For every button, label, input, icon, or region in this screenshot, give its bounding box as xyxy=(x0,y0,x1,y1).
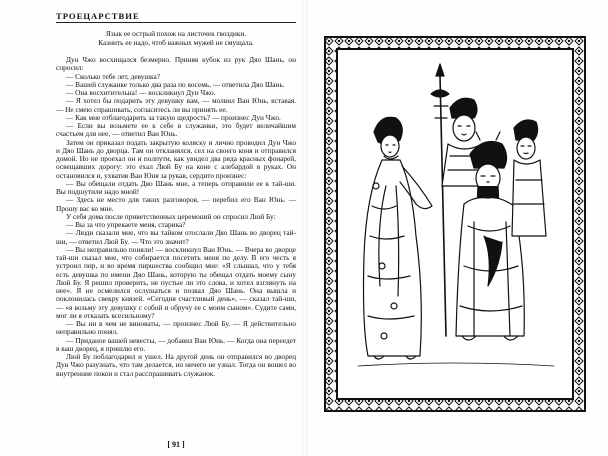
paragraph: — Люди сказали мне, что вы тайком отослали Дяо Шань во дворец тай-ши, — ответил Люй Бу. — Что это значит? xyxy=(56,228,296,246)
paragraph: Затем он приказал подать закрытую коляску и лично проводил Дун Чжо и Дяо Шань до дворца. Там он откланялся, сел на своего коня и отправился домой. Но не проехал он и полпути, как увидел два ряда красных фонарей, освещавших дорогу: это ехал Люй Бу на коне с алебардой в руках. Он остановился и, ухватив Ван Юня за рукав, сердито произнес: xyxy=(56,137,296,180)
paragraph: — Я хотел бы подарить эту девушку вам, — молвил Ван Юнь, вставая. — Не смею спрашивать, согласитесь ли вы принять ее. xyxy=(56,96,296,114)
verse-line: Язык ее острый похож на листочек гвоздики. xyxy=(105,29,247,38)
paragraph: — Она восхитительна! — воскликнул Дун Чжо. xyxy=(66,88,216,97)
running-head: ТРОЕЦАРСТВИЕ xyxy=(56,11,140,21)
paragraph: — Вы ни в чем не виноваты, — произнес Люй Бу. — Я действительно неправильно понял. xyxy=(56,319,296,337)
paragraph: — Здесь не место для таких разговоров, — перебил его Ван Юнь. — Прошу вас ко мне. xyxy=(56,195,296,213)
left-page xyxy=(0,0,302,456)
paragraph: — Вы за что упрекаете меня, старика? xyxy=(66,220,186,229)
right-page xyxy=(308,0,608,456)
paragraph: — Вы неправильно поняли! — воскликнул Ван Юнь. — Вчера во дворце тай-ши сказал мне, что собирается посетить меня по делу. В его честь я устроил пир, и во время пиршества сообщил мне: «Я слышал, что у тебя есть девушка по имени Дяо Шань, которую ты обещал отдать моему сыну Люй Бу. Я решил проверить, не пустые ли это слова, и хотел взглянуть на нее». Я не осмелился ослушаться и позвал Дяо Шань. Она вышла и поклонилась свекру князей. «Сегодня счастливый день», — сказал тай-ши, — «я возьму эту девушку с собой и обручу ее с моим сыном». Судите сами, мог ли я отказать всесильному? xyxy=(56,244,296,320)
paragraph: — Как мне отблагодарить за такую щедрость? — произнес Дун Чжо. xyxy=(66,112,281,122)
header-rule xyxy=(56,22,296,23)
paragraph: — Приданое вашей невесты, — добавил Ван Юнь. — Когда она переедет в ваш дворец, я пришлю его. xyxy=(56,335,296,353)
paragraph: У себя дома после приветственных церемоний он спросил Люй Бу: xyxy=(66,211,276,221)
verse-line: Казнить ее надо, чтоб важных мужей не смущала. xyxy=(98,38,254,48)
verse-block xyxy=(56,29,296,48)
paragraph: — Вы обещали отдать Дяо Шань мне, а теперь отправили ее к тай-ши. Вы подшутили надо мной! xyxy=(56,178,296,196)
paragraph: — Сколько тебе лет, девушка? xyxy=(66,71,160,81)
paragraph: — Если вы возьмете ее к себе в служанки, это будет величайшим счастьем для нее, — ответил Ван Юнь. xyxy=(56,121,296,139)
paragraph: — Вашей служанке только два раза по восемь, — ответила Дяо Шань. xyxy=(66,79,285,89)
illustration-frame xyxy=(324,36,586,412)
page-number: [ 91 ] xyxy=(167,440,185,449)
paragraph: Дун Чжо восхищался безмерно. Приняв кубок из рук Дяо Шань, он спросил: xyxy=(56,55,296,73)
body-text xyxy=(56,56,296,378)
paragraph: Люй Бу поблагодарил и ушел. На другой день он отправился во дворец Дун Чжо разузнать, что там делается, но ничего не узнал. Тогда он вошел во внутренние покои и стал расспрашивать служанок. xyxy=(56,352,296,378)
